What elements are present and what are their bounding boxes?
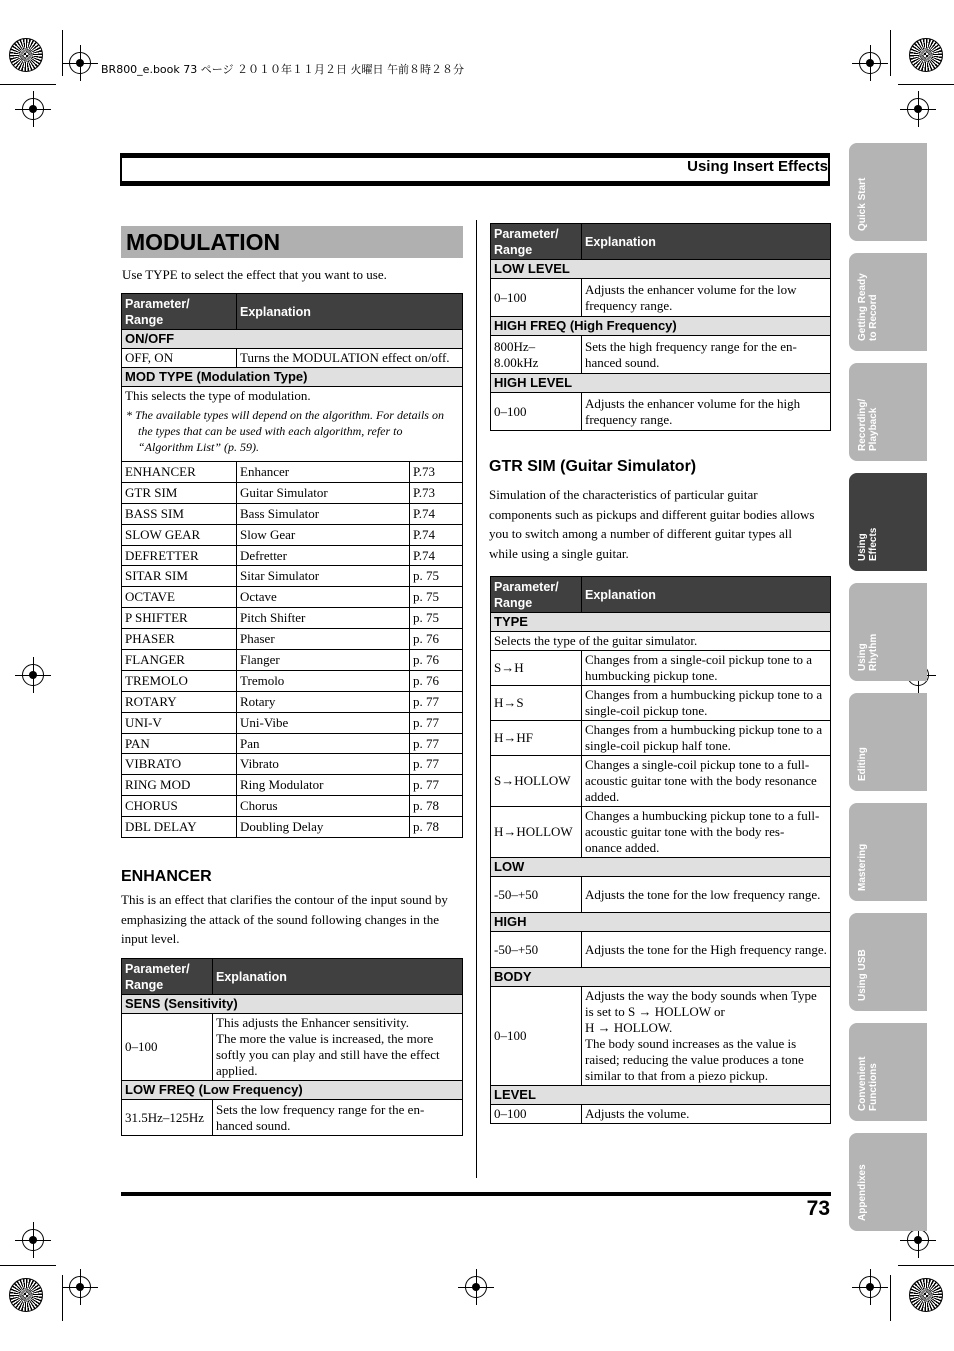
mod-type-value: GTR SIM [122,482,237,503]
param-name: BODY [491,968,831,987]
enhancer-continued-table [490,223,831,431]
mod-type-name: Guitar Simulator [237,482,410,503]
mod-type-page-ref: p. 75 [410,608,463,629]
param-name: LOW LEVEL [491,260,831,279]
tab-editing[interactable]: Editing [849,693,927,791]
registration-mark [69,52,91,74]
param-explanation: Adjusts the tone for the low frequency range. [582,877,831,913]
param-name: HIGH LEVEL [491,374,831,393]
table-row [122,754,463,775]
table-row [122,775,463,796]
param-range: -50–+50 [491,932,582,968]
table-row [122,482,463,503]
table-row [122,691,463,712]
tab-using-usb[interactable]: Using USB [849,913,927,1011]
registration-mark [465,1276,487,1298]
col-header-param: Parameter/ Range [491,577,582,613]
mod-type-value: PAN [122,733,237,754]
mod-type-value: ENHANCER [122,462,237,483]
note-text: * The available types will depend on the algorithm. For details on the types that can be used with each algorithm, refer to “Algorithm List” (p. 59). [122,405,463,462]
table-row [491,721,831,756]
table-row [122,817,463,838]
param-name: TYPE [491,613,831,632]
crop-mark [0,84,56,85]
mod-type-page-ref: p. 76 [410,670,463,691]
section-title-enhancer: ENHANCER [121,868,212,885]
mod-type-page-ref: p. 76 [410,629,463,650]
param-range: 0–100 [122,1014,213,1081]
table-row [122,650,463,671]
gtr-type-value: S→H [491,651,582,686]
registration-mark [22,1229,44,1251]
param-explanation: Adjusts the volume. [582,1105,831,1124]
mod-type-page-ref: p. 78 [410,796,463,817]
mod-type-name: Slow Gear [237,524,410,545]
gtr-type-explanation: Changes from a humbucking pickup tone to a single-coil pickup half tone. [582,721,831,756]
param-range: OFF, ON [122,349,237,368]
mod-type-value: OCTAVE [122,587,237,608]
print-header-line: BR800_e.book 73 ページ ２０１０年１１月２日 火曜日 午前８時２８分 [101,63,465,76]
table-row [122,733,463,754]
gtr-type-explanation: Changes a single-coil pickup tone to a full-acoustic guitar tone with the body resonance added. [582,756,831,807]
table-row [122,712,463,733]
gtr-type-explanation: Changes from a single-coil pickup tone to a humbucking pickup tone. [582,651,831,686]
param-name: LOW FREQ (Low Frequency) [122,1081,463,1100]
modulation-intro: Use TYPE to select the effect that you want to use. [122,267,387,282]
tab-quick-start[interactable]: Quick Start [849,143,927,241]
registration-mark [859,52,881,74]
mod-type-name: Vibrato [237,754,410,775]
mod-type-name: Rotary [237,691,410,712]
gtr-sim-parameter-table [490,576,831,1124]
registration-mark [69,1276,91,1298]
mod-type-name: Ring Modulator [237,775,410,796]
mod-type-name: Flanger [237,650,410,671]
mod-type-page-ref: p. 77 [410,712,463,733]
table-row [122,566,463,587]
section-title-gtr-sim: GTR SIM (Guitar Simulator) [489,458,697,475]
mod-type-value: VIBRATO [122,754,237,775]
param-name: SENS (Sensitivity) [122,995,463,1014]
table-row [122,503,463,524]
tab-appendixes[interactable]: Appendixes [849,1133,927,1231]
table-row [122,545,463,566]
page-number: 73 [806,1197,830,1220]
tab-using-effects[interactable]: Using Effects [849,473,927,571]
param-range: 0–100 [491,279,582,317]
param-name: HIGH [491,913,831,932]
running-header-title: Using Insert Effects [687,158,828,175]
registration-mark [907,1229,929,1251]
col-header-param: Parameter/ Range [491,224,582,260]
col-header-explanation: Explanation [582,577,831,613]
registration-target-top-left [9,38,43,72]
mod-type-value: TREMOLO [122,670,237,691]
mod-type-page-ref: p. 77 [410,691,463,712]
mod-type-page-ref: p. 77 [410,754,463,775]
table-row [491,756,831,807]
table-row [122,608,463,629]
gtr-type-value: H→S [491,686,582,721]
registration-mark [859,1276,881,1298]
gtr-type-explanation: Changes a humbucking pickup tone to a full-acoustic guitar tone with the body res- onance added. [582,807,831,858]
mod-type-page-ref: p. 75 [410,566,463,587]
enhancer-parameter-table [121,958,463,1136]
mod-type-name: Enhancer [237,462,410,483]
param-name: ON/OFF [122,330,463,349]
mod-type-value: PHASER [122,629,237,650]
mod-type-page-ref: P.74 [410,524,463,545]
crop-mark [0,1265,56,1266]
param-explanation: Adjusts the enhancer volume for the high frequency range. [582,393,831,431]
tab-getting-ready[interactable]: Getting Ready to Record [849,253,927,351]
tab-recording-playback[interactable]: Recording/ Playback [849,363,927,461]
table-row [122,587,463,608]
mod-type-value: DBL DELAY [122,817,237,838]
param-explanation: This adjusts the Enhancer sensitivity. The more the value is increased, the more softly you can play and still have the effect applied. [213,1014,463,1081]
param-range: 0–100 [491,1105,582,1124]
mod-type-value: CHORUS [122,796,237,817]
mod-type-value: BASS SIM [122,503,237,524]
mod-type-value: DEFRETTER [122,545,237,566]
col-header-explanation: Explanation [582,224,831,260]
tab-using-rhythm[interactable]: Using Rhythm [849,583,927,681]
table-row [491,686,831,721]
registration-target-top-right [909,38,943,72]
param-range: -50–+50 [491,877,582,913]
table-row [122,629,463,650]
mod-type-value: SITAR SIM [122,566,237,587]
table-row [122,670,463,691]
mod-type-page-ref: p. 77 [410,733,463,754]
param-range: 31.5Hz–125Hz [122,1100,213,1136]
mod-type-name: Octave [237,587,410,608]
mod-type-name: Tremolo [237,670,410,691]
param-explanation: Adjusts the tone for the High frequency range. [582,932,831,968]
col-header-param: Parameter/ Range [122,294,237,330]
col-header-explanation: Explanation [237,294,463,330]
col-header-param: Parameter/ Range [122,959,213,995]
mod-type-name: Uni-Vibe [237,712,410,733]
gtr-type-value: S→HOLLOW [491,756,582,807]
mod-type-value: RING MOD [122,775,237,796]
table-row [122,462,463,483]
param-explanation: Turns the MODULATION effect on/off. [237,349,463,368]
mod-type-value: SLOW GEAR [122,524,237,545]
crop-mark [62,30,63,76]
param-name: LEVEL [491,1086,831,1105]
param-explanation: Adjusts the way the body sounds when Type is set to S → HOLLOW or H → HOLLOW. The body sound increases as the value is raised; reducing the value produces a tone similar to that from a piezo pickup. [582,987,831,1086]
table-row [491,651,831,686]
mod-type-page-ref: p. 78 [410,817,463,838]
mod-type-page-ref: P.73 [410,482,463,503]
section-title-modulation: MODULATION [121,226,463,258]
table-row [122,524,463,545]
table-row [491,807,831,858]
column-divider [476,220,477,1178]
registration-mark [22,98,44,120]
param-description: This selects the type of modulation. [122,387,463,406]
gtr-type-value: H→HOLLOW [491,807,582,858]
mod-type-value: P SHIFTER [122,608,237,629]
gtr-sim-intro: Simulation of the characteristics of particular guitar components such as pickups and different guitar bodies allows you to switch among a number of different guitar types all while using a single guitar. [489,487,815,561]
mod-type-name: Pan [237,733,410,754]
param-name: HIGH FREQ (High Frequency) [491,317,831,336]
modulation-parameter-table [121,293,463,838]
mod-type-page-ref: p. 76 [410,650,463,671]
mod-type-page-ref: P.74 [410,545,463,566]
param-explanation: Sets the high frequency range for the en- hanced sound. [582,336,831,374]
mod-type-value: FLANGER [122,650,237,671]
mod-type-name: Chorus [237,796,410,817]
registration-target-bottom-right [909,1278,943,1312]
mod-type-name: Doubling Delay [237,817,410,838]
param-name: MOD TYPE (Modulation Type) [122,368,463,387]
param-description: Selects the type of the guitar simulator. [491,632,831,651]
mod-type-name: Sitar Simulator [237,566,410,587]
mod-type-value: UNI-V [122,712,237,733]
mod-type-page-ref: p. 77 [410,775,463,796]
crop-mark [890,30,891,76]
crop-mark [62,1275,63,1321]
mod-type-page-ref: p. 75 [410,587,463,608]
footer-rule [121,1192,831,1196]
mod-type-name: Phaser [237,629,410,650]
param-explanation: Sets the low frequency range for the en- hanced sound. [213,1100,463,1136]
mod-type-value: ROTARY [122,691,237,712]
param-name: LOW [491,858,831,877]
registration-mark [22,664,44,686]
param-range: 800Hz– 8.00kHz [491,336,582,374]
param-range: 0–100 [491,393,582,431]
registration-target-bottom-left [9,1278,43,1312]
crop-mark [890,1275,891,1321]
mod-type-name: Defretter [237,545,410,566]
gtr-type-value: H→HF [491,721,582,756]
param-range: 0–100 [491,987,582,1086]
registration-mark [907,98,929,120]
table-row [122,796,463,817]
mod-type-page-ref: P.73 [410,462,463,483]
col-header-explanation: Explanation [213,959,463,995]
mod-type-page-ref: P.74 [410,503,463,524]
tab-convenient-functions[interactable]: Convenient Functions [849,1023,927,1121]
enhancer-intro: This is an effect that clarifies the contour of the input sound by emphasizing the attack of the sound following changes in the input level. [121,892,448,946]
param-explanation: Adjusts the enhancer volume for the low frequency range. [582,279,831,317]
crop-mark [898,1265,954,1266]
crop-mark [898,84,954,85]
mod-type-name: Pitch Shifter [237,608,410,629]
mod-type-name: Bass Simulator [237,503,410,524]
tab-mastering[interactable]: Mastering [849,803,927,901]
gtr-type-explanation: Changes from a humbucking pickup tone to a single-coil pickup tone. [582,686,831,721]
